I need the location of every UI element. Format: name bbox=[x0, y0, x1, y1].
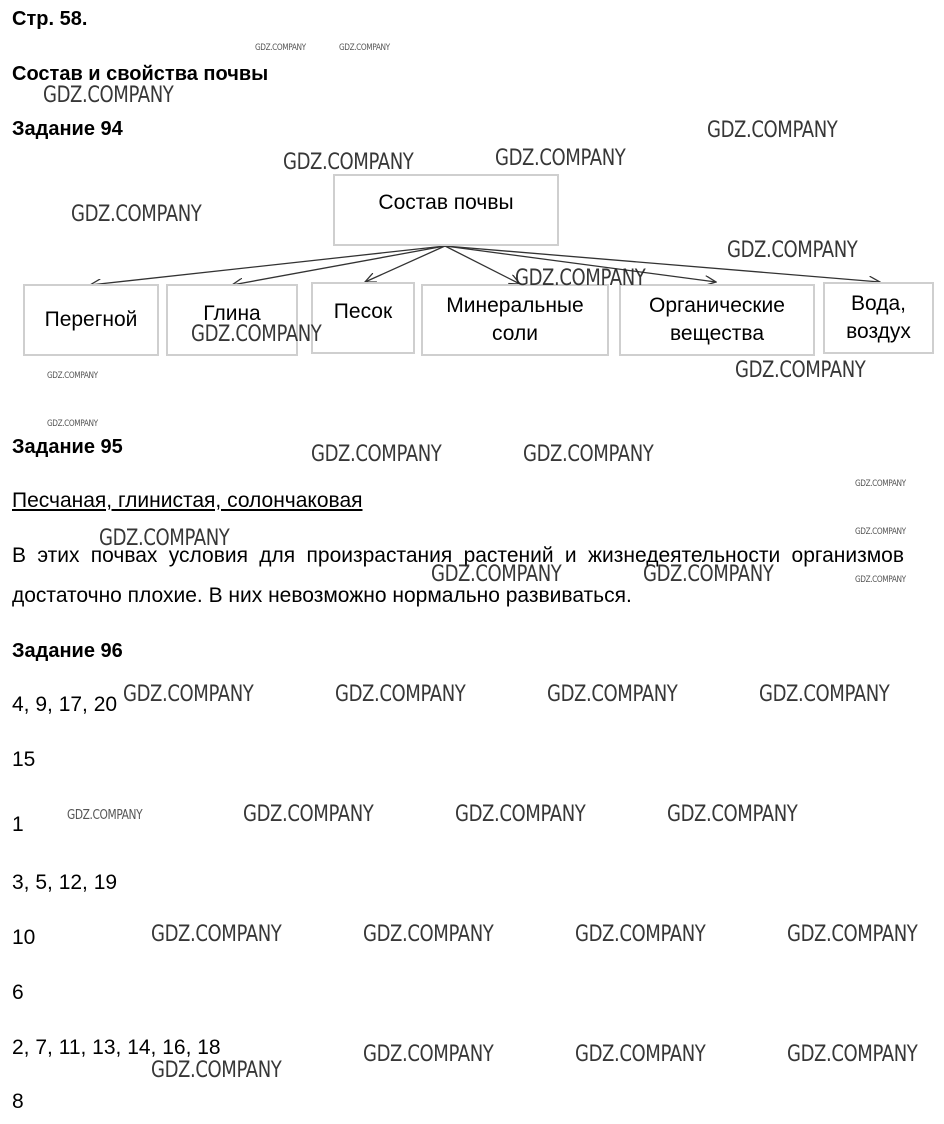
watermark: GDZ.COMPANY bbox=[123, 682, 254, 707]
watermark: GDZ.COMPANY bbox=[191, 322, 322, 347]
section-title: Состав и свойства почвы bbox=[12, 63, 269, 85]
watermark: GDZ.COMPANY bbox=[759, 682, 890, 707]
child-label-6a: Вода, bbox=[850, 292, 906, 315]
watermark: GDZ.COMPANY bbox=[43, 83, 174, 108]
watermark: GDZ.COMPANY bbox=[455, 802, 586, 827]
watermark: GDZ.COMPANY bbox=[47, 419, 98, 429]
watermark: GDZ.COMPANY bbox=[707, 118, 838, 143]
arrow-to-sand bbox=[365, 246, 445, 282]
watermark: GDZ.COMPANY bbox=[255, 43, 306, 53]
task-96-answer-1: 4, 9, 17, 20 bbox=[12, 693, 118, 716]
diagram-child-sand bbox=[311, 282, 415, 354]
watermark: GDZ.COMPANY bbox=[151, 1058, 282, 1083]
watermark: GDZ.COMPANY bbox=[735, 358, 866, 383]
watermark: GDZ.COMPANY bbox=[523, 442, 654, 467]
watermark: GDZ.COMPANY bbox=[431, 562, 562, 587]
watermark: GDZ.COMPANY bbox=[515, 266, 646, 291]
child-label-1: Перегной bbox=[44, 308, 138, 331]
watermark: GDZ.COMPANY bbox=[727, 238, 858, 263]
watermark: GDZ.COMPANY bbox=[855, 479, 906, 489]
task-95-paragraph: В этих почвах условия для произрастания растений и жизнедеятельности организмов достаточно плохие. В них невозможно нормально развиваться. bbox=[12, 544, 904, 607]
watermark: GDZ.COMPANY bbox=[667, 802, 798, 827]
watermark: GDZ.COMPANY bbox=[339, 43, 390, 53]
child-label-5a: Органические bbox=[649, 294, 785, 317]
watermark: GDZ.COMPANY bbox=[547, 682, 678, 707]
child-label-5b: вещества bbox=[669, 322, 765, 345]
watermark: GDZ.COMPANY bbox=[283, 150, 414, 175]
diagram-root-box bbox=[333, 174, 559, 246]
child-label-2: Глина bbox=[203, 302, 261, 325]
child-label-4b: соли bbox=[492, 322, 538, 345]
child-label-4a: Минеральные bbox=[446, 294, 584, 317]
task-96-answer-3: 1 bbox=[12, 813, 24, 836]
child-label-6b: воздух bbox=[846, 320, 911, 343]
diagram-child-organic bbox=[619, 284, 815, 356]
watermark: GDZ.COMPANY bbox=[575, 922, 706, 947]
watermark: GDZ.COMPANY bbox=[363, 1042, 494, 1067]
child-label-3: Песок bbox=[333, 300, 393, 323]
task-96-answer-4: 3, 5, 12, 19 bbox=[12, 871, 118, 894]
task-96-answer-5: 10 bbox=[12, 926, 36, 949]
task-96-answer-8: 8 bbox=[12, 1090, 24, 1113]
watermark: GDZ.COMPANY bbox=[855, 575, 906, 585]
watermark: GDZ.COMPANY bbox=[643, 562, 774, 587]
watermark: GDZ.COMPANY bbox=[787, 1042, 918, 1067]
watermark: GDZ.COMPANY bbox=[151, 922, 282, 947]
watermark: GDZ.COMPANY bbox=[855, 527, 906, 537]
arrow-to-minerals bbox=[445, 246, 520, 284]
task-94-title: Задание 94 bbox=[12, 118, 123, 140]
task-96-title: Задание 96 bbox=[12, 640, 123, 662]
watermark: GDZ.COMPANY bbox=[71, 202, 202, 227]
task-96-answer-6: 6 bbox=[12, 981, 24, 1004]
page-header: Стр. 58. bbox=[12, 8, 88, 30]
task-95-answer: Песчаная, глинистая, солончаковая bbox=[12, 489, 363, 512]
diagram-root-label: Состав почвы bbox=[378, 191, 514, 214]
watermark: GDZ.COMPANY bbox=[47, 371, 98, 381]
arrow-to-clay bbox=[232, 246, 445, 285]
watermark: GDZ.COMPANY bbox=[243, 802, 374, 827]
watermark: GDZ.COMPANY bbox=[787, 922, 918, 947]
arrow-to-humus bbox=[90, 246, 445, 285]
diagram-child-water-air bbox=[823, 282, 934, 354]
watermark: GDZ.COMPANY bbox=[363, 922, 494, 947]
watermark: GDZ.COMPANY bbox=[495, 146, 626, 171]
diagram-child-humus bbox=[23, 284, 159, 356]
task-96-answer-7: 2, 7, 11, 13, 14, 16, 18 bbox=[12, 1036, 221, 1059]
diagram-child-minerals bbox=[421, 284, 609, 356]
watermark: GDZ.COMPANY bbox=[335, 682, 466, 707]
task-95-title: Задание 95 bbox=[12, 436, 123, 458]
watermark: GDZ.COMPANY bbox=[99, 526, 230, 551]
watermark: GDZ.COMPANY bbox=[67, 808, 143, 823]
task-96-answer-2: 15 bbox=[12, 748, 36, 771]
watermark: GDZ.COMPANY bbox=[311, 442, 442, 467]
watermark: GDZ.COMPANY bbox=[575, 1042, 706, 1067]
